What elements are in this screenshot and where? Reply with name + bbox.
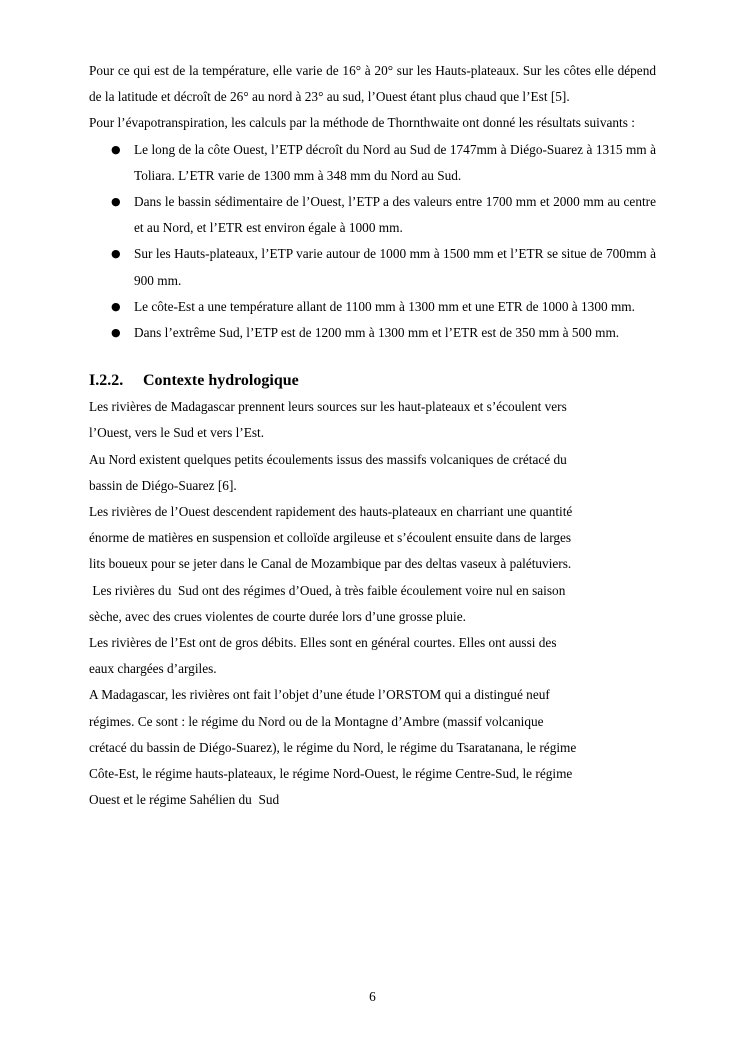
text-line: Les rivières de l’Ouest descendent rapidement des hauts-plateaux en charriant une quantité (89, 504, 573, 520)
text-line: Les rivières du Sud ont des régimes d’Oued, à très faible écoulement voire nul en saison (89, 582, 566, 598)
text-line: Au Nord existent quelques petits écoulements issus des massifs volcaniques de crétacé du (89, 451, 567, 467)
text-line: énorme de matières en suspension et colloïde argileuse et s’écoulent ensuite dans de larges (89, 530, 572, 546)
text-line: sèche, avec des crues violentes de courte durée lors d’une grosse pluie. (89, 608, 466, 624)
list-item (89, 320, 656, 346)
text-line: Ouest et le régime Sahélien du Sud (89, 792, 280, 808)
text-line: crétacé du bassin de Diégo-Suarez), le régime du Nord, le régime du Tsaratanana, le régime (89, 739, 577, 755)
text-line: l’Ouest, vers le Sud et vers l’Est. (89, 425, 265, 441)
list-item-text: Sur les Hauts-plateaux, l’ETP varie autour de 1000 mm à 1500 mm et l’ETR se situe de 700mm à 900 mm. (134, 246, 656, 288)
bullet-icon: ● (111, 247, 121, 261)
list-item-text: Le côte-Est a une température allant de 1100 mm à 1300 mm et une ETR de 1000 à 1300 mm. (134, 298, 635, 314)
list-item (89, 241, 656, 293)
text-line: A Madagascar, les rivières ont fait l’objet d’une étude l’ORSTOM qui a distingué neuf (89, 687, 550, 703)
evapotranspiration-paragraph: Pour l’évapotranspiration, les calculs par la méthode de Thornthwaite ont donné les résultats suivants : (89, 115, 635, 131)
section-title: Contexte hydrologique (143, 372, 299, 390)
list-item-text: Le long de la côte Ouest, l’ETP décroît du Nord au Sud de 1747mm à Diégo-Suarez à 1315 mm à Toliara. L’ETR varie de 1300 mm à 348 mm du Nord au Sud. (134, 141, 656, 183)
list-item-text: Dans le bassin sédimentaire de l’Ouest, l’ETP a des valeurs entre 1700 mm et 2000 mm au centre et au Nord, et l’ETR est environ égale à 1000 mm. (134, 194, 656, 236)
document-page (89, 58, 656, 813)
section-number: I.2.2. (89, 372, 124, 390)
list-item (89, 294, 656, 320)
list-item (89, 189, 656, 241)
text-line: Les rivières de l’Est ont de gros débits. Elles sont en général courtes. Elles ont aussi des (89, 635, 557, 651)
text-line: eaux chargées d’argiles. (89, 661, 217, 677)
text-line: Côte-Est, le régime hauts-plateaux, le régime Nord-Ouest, le régime Centre-Sud, le régime (89, 766, 573, 782)
bullet-icon: ● (111, 195, 121, 209)
text-line: régimes. Ce sont : le régime du Nord ou de la Montagne d’Ambre (massif volcanique (89, 713, 544, 729)
bullet-icon: ● (111, 299, 121, 313)
page-number: 6 (369, 989, 376, 1004)
list-item-text: Dans l’extrême Sud, l’ETP est de 1200 mm à 1300 mm et l’ETR est de 350 mm à 500 mm. (134, 325, 620, 341)
bullet-icon: ● (111, 326, 121, 340)
bullet-icon: ● (111, 142, 121, 156)
text-line: Les rivières de Madagascar prennent leurs sources sur les haut-plateaux et s’écoulent vers (89, 399, 567, 415)
hydrology-body (89, 394, 637, 813)
text-line: bassin de Diégo-Suarez [6]. (89, 477, 237, 493)
text-line: lits boueux pour se jeter dans le Canal de Mozambique par des deltas vaseux à palétuviers. (89, 556, 572, 572)
etp-results-list (89, 137, 656, 347)
list-item (89, 137, 656, 189)
section-heading (89, 368, 656, 394)
temperature-paragraph: Pour ce qui est de la température, elle varie de 16° à 20° sur les Hauts-plateaux. Sur les côtes elle dépend de la latitude et décroît de 26° au nord à 23° au sud, l’Ouest étant plus chaud que l’Est [5]. (89, 63, 656, 105)
